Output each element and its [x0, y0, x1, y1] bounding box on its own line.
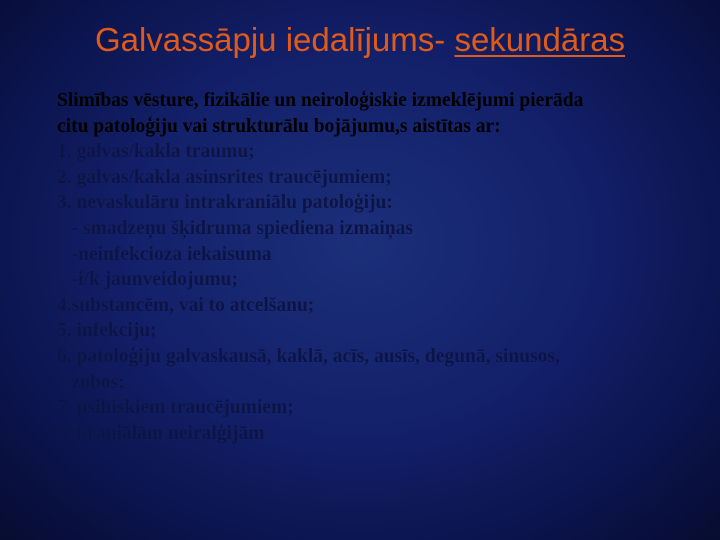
- list-item: -neinfekcioza iekaisuma: [57, 243, 272, 265]
- list-item: 3. nevaskulāru intrakraniālu patoloģiju:: [57, 192, 393, 214]
- list-item: -i/k jaunveidojumu;: [57, 269, 238, 291]
- slide-body: [57, 88, 707, 446]
- list-item: 4.substancēm, vai to atcelšanu;: [57, 294, 315, 316]
- intro-line: Slimības vēsture, fizikālie un neiroloģiskie izmeklējumi pierāda: [57, 90, 584, 111]
- intro-line: citu patoloģiju vai strukturālu bojājumu,s aistītas ar:: [57, 115, 501, 137]
- list-item: - smadzeņu šķidruma spiediena izmaiņas: [57, 217, 413, 239]
- slide-title-prefix: Galvassāpju iedalījums-: [94, 21, 455, 58]
- list-item: 1. galvas/kakla traumu;: [57, 141, 255, 163]
- slide-title-highlight: sekundāras: [454, 21, 626, 58]
- list-item: zobos;: [57, 371, 125, 393]
- list-item: 7. psihiskiem traucējumiem;: [57, 397, 294, 419]
- list-item: 5. infekciju;: [57, 320, 157, 342]
- list-item: 8. kraniālām neiralģijām: [57, 422, 265, 444]
- slide-title: [0, 22, 720, 58]
- list-item: 6. patoloģiju galvaskausā, kaklā, acīs, ausīs, degunā, sinusos,: [57, 345, 560, 367]
- list-item: 2. galvas/kakla asinsrites traucējumiem;: [57, 166, 392, 188]
